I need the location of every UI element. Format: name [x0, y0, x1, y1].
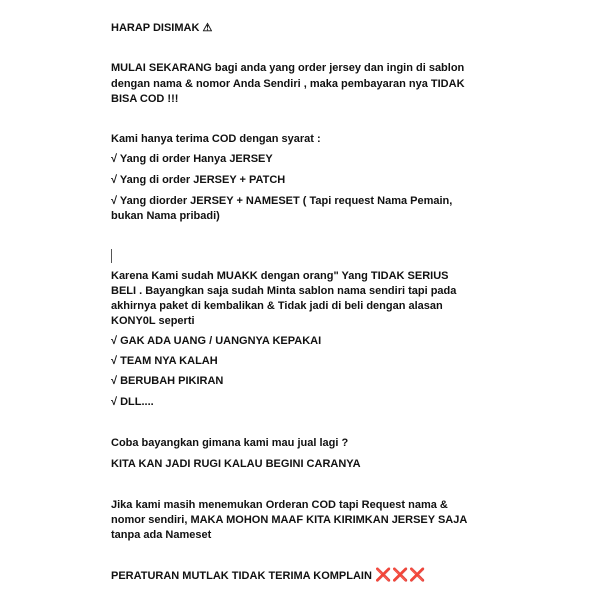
cod-condition: √ Yang di order JERSEY + PATCH [111, 174, 286, 186]
cross-mark-icons: ❌❌❌ [374, 567, 427, 582]
intro-line: dengan nama & nomor Anda Sendiri , maka pembayaran nya TIDAK [111, 78, 465, 90]
intro-line: MULAI SEKARANG bagi anda yang order jersey dan ingin di sablon [111, 62, 465, 74]
warning-line: tanpa ada Nameset [111, 529, 212, 541]
reason-line: Karena Kami sudah MUAKK dengan orang" Yang TIDAK SERIUS [111, 270, 449, 282]
rule-text: PERATURAN MUTLAK TIDAK TERIMA KOMPLAIN [111, 570, 375, 582]
question-line: Coba bayangkan gimana kami mau jual lagi ? [111, 437, 349, 449]
warning-line: nomor sendiri, MAKA MOHON MAAF KITA KIRIMKAN JERSEY SAJA [111, 514, 468, 526]
excuse-item: √ TEAM NYA KALAH [111, 355, 218, 367]
reason-line: BELI . Bayangkan saja sudah Minta sablon nama sendiri tapi pada [111, 285, 457, 297]
warning-line: Jika kami masih menemukan Orderan COD tapi Request nama & [111, 499, 448, 511]
excuse-item: √ GAK ADA UANG / UANGNYA KEPAKAI [111, 335, 322, 347]
cod-condition: √ Yang diorder JERSEY + NAMESET ( Tapi request Nama Pemain, [111, 195, 453, 207]
cod-condition: √ Yang di order Hanya JERSEY [111, 153, 273, 165]
cod-condition: bukan Nama pribadi) [111, 210, 220, 222]
document-title: HARAP DISIMAK ⚠ [111, 22, 213, 34]
reason-line: akhirnya paket di kembalikan & Tidak jadi di beli dengan alasan [111, 300, 443, 312]
reason-line: KONY0L seperti [111, 315, 195, 327]
text-cursor [111, 249, 112, 263]
rule-line [111, 568, 427, 583]
intro-line: BISA COD !!! [111, 93, 179, 105]
excuse-item: √ DLL.... [111, 396, 154, 408]
loss-line: KITA KAN JADI RUGI KALAU BEGINI CARANYA [111, 458, 361, 470]
excuse-item: √ BERUBAH PIKIRAN [111, 375, 224, 387]
cod-heading: Kami hanya terima COD dengan syarat : [111, 133, 321, 145]
